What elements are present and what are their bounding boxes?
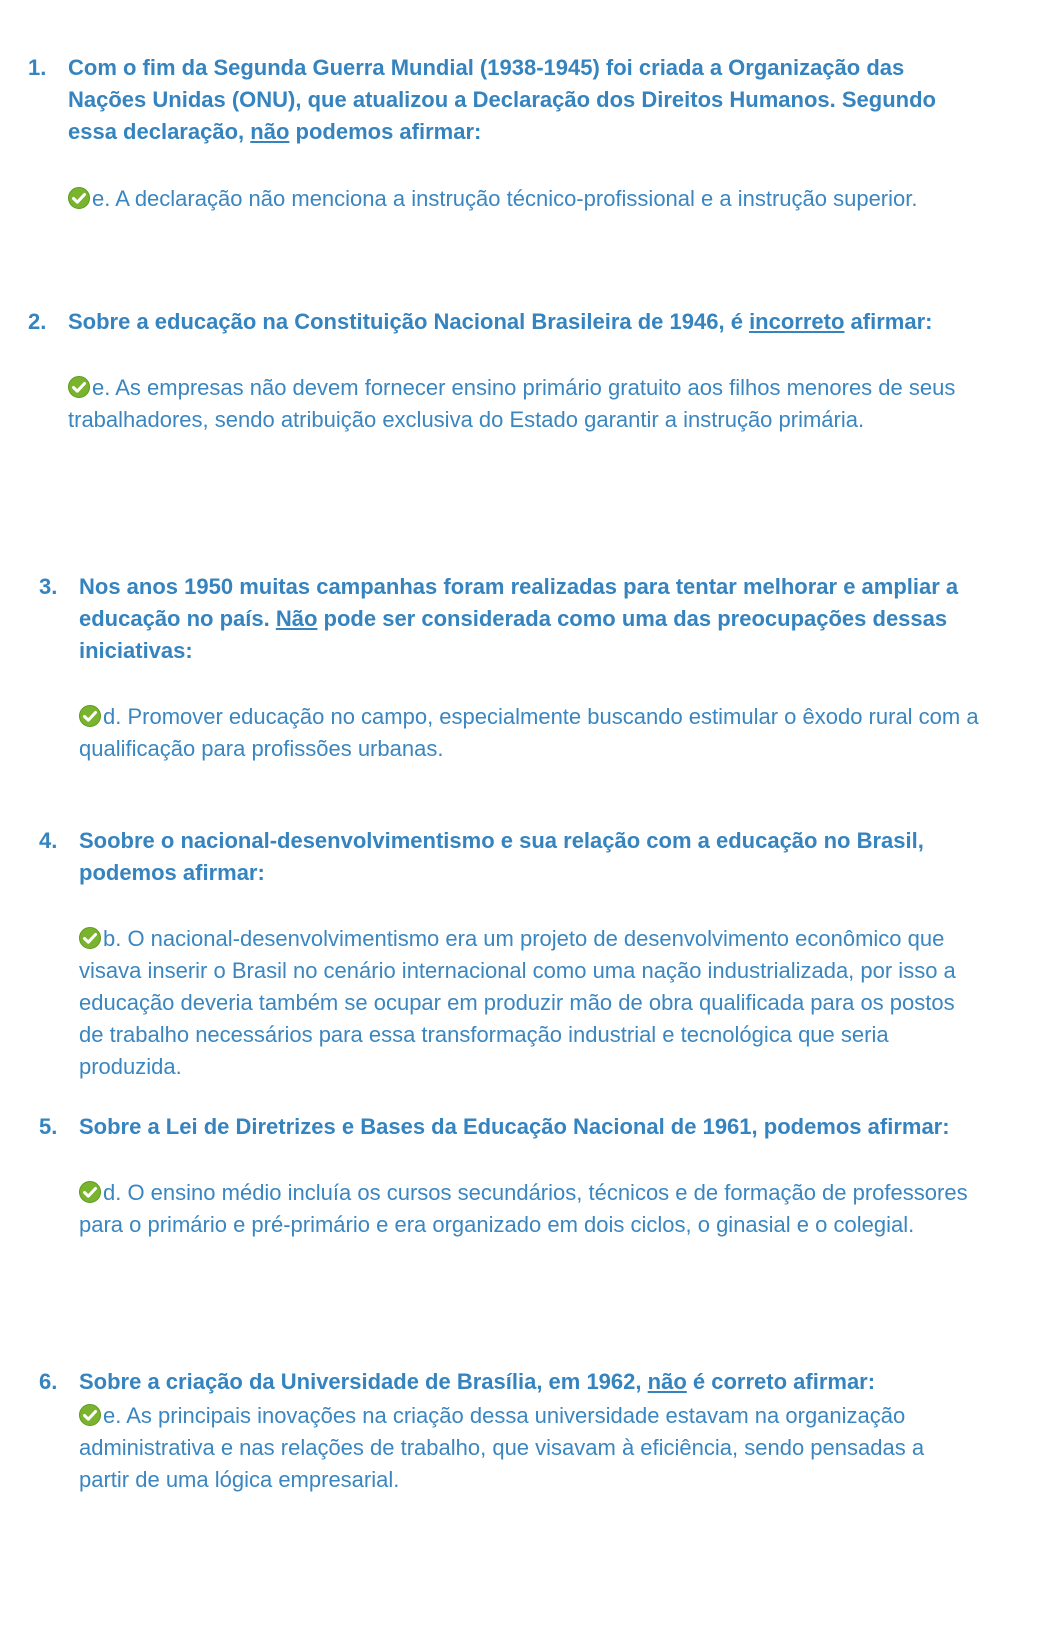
question-text-end: podemos afirmar: [295, 119, 482, 144]
question-text-end: afirmar: [850, 309, 933, 334]
question-text: Soobre o nacional-desenvolvimentismo e sua relação com a educação no Brasil, podemos afirmar: [79, 828, 924, 885]
question-text-end: é correto afirmar: [692, 1369, 876, 1394]
question-number: 2. [28, 309, 47, 334]
correct-answer [79, 1400, 979, 1496]
correct-answer [79, 923, 979, 1083]
question-4 [39, 825, 979, 1083]
question-2 [28, 306, 968, 436]
question-number: 4. [39, 828, 58, 853]
question-emphasis: não [647, 1369, 687, 1394]
check-icon [68, 376, 90, 398]
question-title [39, 571, 979, 667]
question-title [39, 1366, 979, 1398]
check-icon [79, 1404, 101, 1426]
question-text: Sobre a educação na Constituição Nacional Brasileira de 1946, é [68, 309, 743, 334]
correct-answer [79, 1177, 979, 1241]
question-number: 6. [39, 1369, 58, 1394]
correct-answer [68, 183, 968, 215]
answer-text: e. As empresas não devem fornecer ensino primário gratuito aos filhos menores de seus trabalhadores, sendo atribuição exclusiva do Estado garantir a instrução primária. [68, 375, 956, 432]
question-text: Sobre a criação da Universidade de Brasília, em 1962, [79, 1369, 642, 1394]
question-title [39, 825, 979, 889]
question-number: 1. [28, 55, 47, 80]
question-title [28, 52, 968, 148]
question-5 [39, 1111, 979, 1241]
question-text: Nos anos 1950 muitas campanhas foram realizadas para tentar melhorar e ampliar a educação no país. [79, 574, 959, 631]
correct-answer [79, 701, 979, 765]
check-icon [79, 1181, 101, 1203]
answer-text: d. Promover educação no campo, especialmente buscando estimular o êxodo rural com a qualificação para profissões urbanas. [79, 704, 979, 761]
answer-text: b. O nacional-desenvolvimentismo era um projeto de desenvolvimento econômico que visava inserir o Brasil no cenário internacional como uma nação industrializada, por isso a educação deveria também se ocupar em produzir mão de obra qualificada para os postos de trabalho necessários para essa transformação industrial e tecnológica que seria produzida. [79, 926, 956, 1079]
correct-answer [68, 372, 968, 436]
answer-text: e. A declaração não menciona a instrução técnico-profissional e a instrução superior. [92, 186, 918, 211]
question-1 [28, 52, 968, 215]
answer-text: d. O ensino médio incluía os cursos secundários, técnicos e de formação de professores para o primário e pré-primário e era organizado em dois ciclos, o ginasial e o colegial. [79, 1180, 968, 1237]
question-emphasis: Não [275, 606, 318, 631]
check-icon [68, 187, 90, 209]
question-emphasis: não [250, 119, 290, 144]
check-icon [79, 705, 101, 727]
question-text: Sobre a Lei de Diretrizes e Bases da Educação Nacional de 1961, podemos afirmar: [79, 1114, 950, 1139]
question-3 [39, 571, 979, 765]
question-title [39, 1111, 979, 1143]
answer-text: e. As principais inovações na criação dessa universidade estavam na organização administrativa e nas relações de trabalho, que visavam à eficiência, sendo pensadas a partir de uma lógica empresarial. [79, 1403, 925, 1492]
question-6 [39, 1366, 979, 1496]
question-emphasis: incorreto [749, 309, 845, 334]
check-icon [79, 927, 101, 949]
question-number: 5. [39, 1114, 58, 1139]
question-text-end: pode ser considerada como uma das preocupações dessas iniciativas: [79, 606, 948, 663]
question-number: 3. [39, 574, 58, 599]
question-text: Com o fim da Segunda Guerra Mundial (1938-1945) foi criada a Organização das Nações Unidas (ONU), que atualizou a Declaração dos Direitos Humanos. Segundo essa declaração, [68, 55, 936, 144]
question-title [28, 306, 968, 338]
